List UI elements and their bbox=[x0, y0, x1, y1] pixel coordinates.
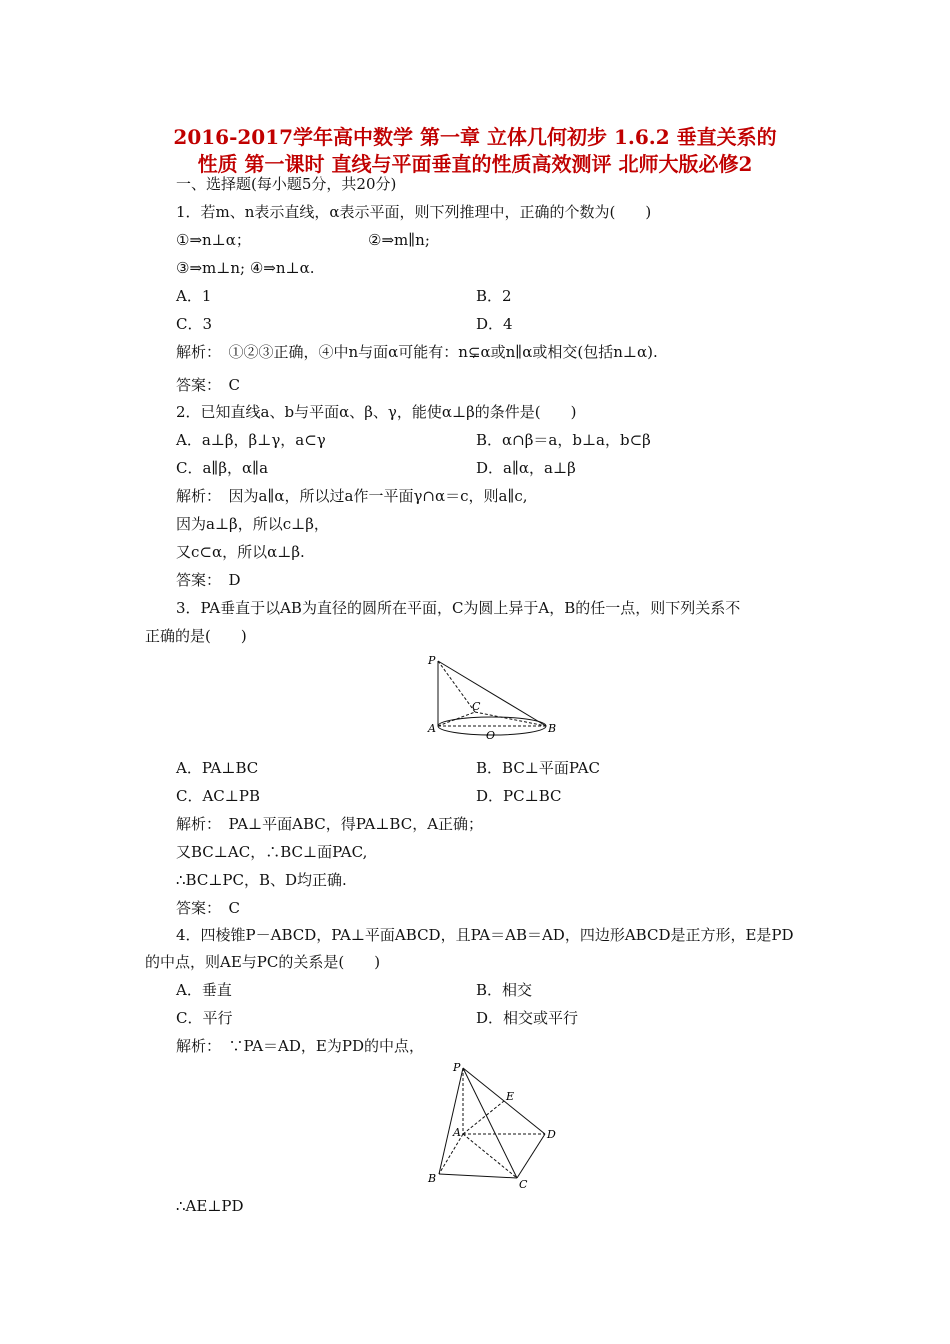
q4-option-d: D．相交或平行 bbox=[476, 1009, 579, 1027]
q4-option-b: B．相交 bbox=[476, 981, 533, 999]
q4-label-p: P bbox=[453, 1061, 461, 1074]
q1-option-d: D．4 bbox=[476, 315, 513, 333]
q2-analysis-1: 解析： 因为a∥α，所以过a作一平面γ∩α＝c，则a∥c, bbox=[176, 487, 528, 505]
q4-label-d: D bbox=[547, 1128, 556, 1141]
q3-option-d: D．PC⊥BC bbox=[476, 787, 562, 805]
q4-edge-pc bbox=[463, 1068, 517, 1178]
q1-reasoning-1: ①⇒n⊥α； bbox=[176, 231, 251, 249]
q4-segment-ae bbox=[463, 1101, 504, 1134]
q3-label-o: O bbox=[486, 729, 496, 742]
q4-edge-ab bbox=[439, 1134, 463, 1174]
document-title bbox=[120, 124, 830, 178]
q3-label-p: P bbox=[428, 654, 436, 667]
q1-reasoning-2: ②⇒m∥n; bbox=[368, 231, 430, 249]
q3-label-c: C bbox=[472, 700, 481, 713]
q4-edge-pb bbox=[439, 1068, 463, 1174]
q3-edge-pb bbox=[438, 661, 546, 726]
q3-answer: 答案： C bbox=[176, 899, 240, 917]
q4-label-c: C bbox=[519, 1178, 528, 1191]
q3-label-a: A bbox=[428, 722, 436, 735]
q3-option-b: B．BC⊥平面PAC bbox=[476, 759, 600, 777]
q2-analysis-3: 又c⊂α，所以α⊥β. bbox=[176, 543, 305, 561]
q1-option-b: B．2 bbox=[476, 287, 512, 305]
q3-edge-cb bbox=[475, 712, 546, 726]
q3-stem-line-1: 3．PA垂直于以AB为直径的圆所在平面，C为圆上异于A，B的任一点，则下列关系不 bbox=[176, 599, 741, 617]
q2-option-a: A．a⊥β，β⊥γ，a⊂γ bbox=[176, 431, 326, 449]
q1-analysis: 解析： ①②③正确，④中n与面α可能有：n⊊α或n∥α或相交(包括n⊥α). bbox=[176, 343, 658, 361]
q4-option-a: A．垂直 bbox=[176, 981, 232, 999]
q2-option-c: C．a∥β，α∥a bbox=[176, 459, 269, 477]
q3-option-a: A．PA⊥BC bbox=[176, 759, 259, 777]
q1-answer: 答案： C bbox=[176, 376, 240, 394]
q4-stem-line-1: 4．四棱锥P－ABCD，PA⊥平面ABCD，且PA＝AB＝AD，四边形ABCD是正方形，E是PD bbox=[176, 926, 794, 944]
q4-label-b: B bbox=[428, 1172, 437, 1185]
q3-edge-pc bbox=[438, 661, 475, 712]
q4-label-a: A bbox=[453, 1126, 461, 1139]
q1-reasoning-3-4: ③⇒m⊥n; ④⇒n⊥α. bbox=[176, 259, 315, 277]
q3-analysis-1: 解析： PA⊥平面ABC，得PA⊥BC，A正确； bbox=[176, 815, 484, 833]
q4-analysis-1: 解析： ∵PA＝AD，E为PD的中点， bbox=[176, 1037, 424, 1055]
q4-stem-line-2: 的中点，则AE与PC的关系是( ) bbox=[145, 953, 381, 971]
title-line-1: 2016-2017学年高中数学 第一章 立体几何初步 1.6.2 垂直关系的 bbox=[173, 125, 777, 149]
q2-answer: 答案： D bbox=[176, 571, 241, 589]
q1-option-c: C．3 bbox=[176, 315, 213, 333]
title-line-2: 性质 第一课时 直线与平面垂直的性质高效测评 北师大版必修2 bbox=[197, 152, 753, 176]
q3-analysis-3: ∴BC⊥PC，B、D均正确. bbox=[176, 871, 347, 889]
q4-analysis-2: ∴AE⊥PD bbox=[176, 1197, 244, 1215]
q4-diagonal-ac bbox=[463, 1134, 517, 1178]
q4-pyramid-figure bbox=[425, 1058, 565, 1192]
q3-stem-line-2: 正确的是( ) bbox=[145, 627, 247, 645]
q1-option-a: A．1 bbox=[176, 287, 212, 305]
q2-option-b: B．α∩β＝a，b⊥a，b⊂β bbox=[476, 431, 651, 449]
q2-stem: 2．已知直线a、b与平面α、β、γ，能使α⊥β的条件是( ) bbox=[176, 403, 577, 421]
q4-label-e: E bbox=[506, 1090, 515, 1103]
q3-cone-figure bbox=[425, 652, 565, 742]
section-heading: 一、选择题(每小题5分，共20分) bbox=[176, 175, 397, 193]
q1-stem: 1．若m、n表示直线，α表示平面，则下列推理中，正确的个数为( ) bbox=[176, 203, 652, 221]
q4-edge-bc bbox=[439, 1174, 517, 1178]
q2-option-d: D．a∥α，a⊥β bbox=[476, 459, 576, 477]
q3-option-c: C．AC⊥PB bbox=[176, 787, 261, 805]
q3-label-b: B bbox=[548, 722, 557, 735]
q2-analysis-2: 因为a⊥β，所以c⊥β， bbox=[176, 515, 329, 533]
q3-analysis-2: 又BC⊥AC，∴BC⊥面PAC, bbox=[176, 843, 368, 861]
q4-option-c: C．平行 bbox=[176, 1009, 233, 1027]
q4-edge-cd bbox=[517, 1134, 545, 1178]
